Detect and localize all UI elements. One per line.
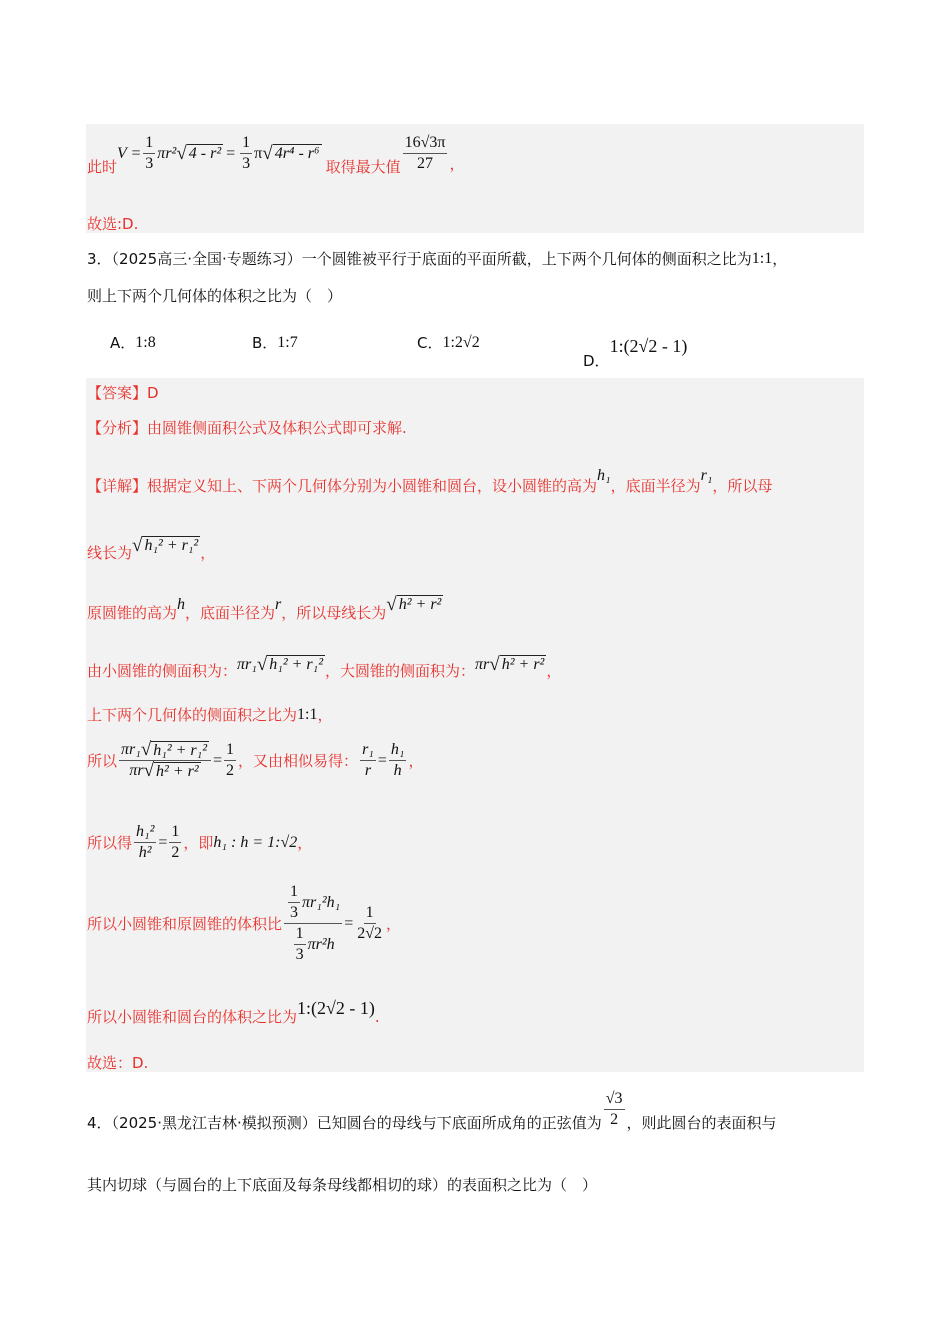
den: 2: [171, 844, 180, 861]
num: 16√3π: [403, 133, 448, 154]
text: 线长为: [87, 544, 133, 562]
text: ，: [449, 155, 465, 173]
answer-text: 【答案】D: [87, 384, 159, 402]
math: h: [177, 595, 186, 613]
text: 所以小圆锥和原圆锥的体积比: [87, 915, 283, 933]
pi: π: [254, 144, 263, 162]
tag: 【详解】: [87, 477, 148, 495]
math: πr₁: [237, 655, 257, 673]
choose-text: 故选：D.: [87, 1054, 149, 1072]
den: 2√2: [357, 925, 382, 942]
text: ，大圆锥的侧面积为：: [325, 662, 476, 680]
num: 1: [240, 133, 252, 154]
detail-line7: 所以得 $\frac{\text{h₁²}}{\text{h²}}$ = $\frac{1}{2}$ ，即 h₁ : h = 1:√2 ，: [87, 823, 313, 861]
text: ，所以母: [712, 477, 773, 495]
text: ，底面半径为: [610, 477, 701, 495]
volume-max-line: [87, 130, 464, 177]
text: ，又由相似易得：: [238, 752, 359, 770]
max-value-fraction: [403, 133, 448, 174]
text: ，即: [183, 834, 214, 852]
option-a[interactable]: [110, 332, 156, 353]
den: 27: [417, 155, 434, 172]
num: 1: [224, 740, 236, 761]
num: 1: [143, 133, 155, 154]
math: 1:1: [297, 705, 318, 723]
tag: 【分析】: [87, 419, 148, 437]
radicand: h² + r²: [156, 762, 199, 780]
text: 根据定义知上、下两个几何体分别为小圆锥和圆台，设小圆锥的高为: [147, 477, 598, 495]
analysis-line: [87, 417, 407, 438]
math: r: [275, 595, 282, 613]
math: πr √ h² + r²: [475, 653, 545, 675]
num: 1: [364, 903, 376, 924]
den: h: [393, 762, 402, 779]
text: ，: [772, 250, 788, 268]
detail-line8: 所以小圆锥和原圆锥的体积比 $\frac{1}{3}$ πr₁²h₁ $\frac{1}{3}$ πr²h = $\frac{1}{2√2}$ ，: [87, 883, 402, 963]
fraction: [169, 822, 181, 863]
den: 2: [610, 1111, 619, 1128]
label: D．: [583, 352, 610, 370]
sqrt: √ 4 - r²: [176, 142, 222, 164]
text: 此时: [87, 158, 118, 176]
math: πr₁²h₁: [302, 893, 341, 911]
sqrt: √ h₁² + r₁²: [132, 534, 199, 556]
text: 3．（2025高三·全国·专题练习）一个圆锥被平行于底面的平面所截，上下两个几何体的侧面积之比为: [87, 250, 752, 268]
math: h₁ : h = 1:√2: [213, 833, 298, 851]
question-4-line1: [87, 1086, 777, 1133]
math: r₁: [700, 466, 713, 484]
option-b[interactable]: [252, 332, 298, 353]
text: 取得最大值: [325, 158, 401, 176]
math-term: πr²: [157, 144, 177, 162]
text: ，则此圆台的表面积与: [626, 1114, 777, 1132]
text: ，: [200, 544, 216, 562]
sqrt: √ h² + r²: [386, 593, 442, 615]
detail-line1: [87, 455, 772, 496]
equals: =: [226, 144, 236, 162]
fraction: [240, 133, 252, 174]
math-v: V =: [117, 144, 142, 162]
math: πr: [475, 655, 490, 673]
sqrt: √ 4r⁴ - r⁶: [262, 142, 320, 164]
text: 所以: [87, 752, 118, 770]
answer-text: 故选:D.: [87, 215, 139, 233]
text: ，所以母线长为: [281, 604, 387, 622]
fraction: [389, 740, 407, 781]
value: 1:7: [277, 333, 298, 351]
den: 3: [145, 155, 154, 172]
num: h₁²: [134, 822, 156, 843]
radicand: h₁² + r₁²: [144, 537, 199, 554]
text: 所以得: [87, 834, 133, 852]
detail-line3: [87, 586, 443, 623]
text: 原圆锥的高为: [87, 604, 178, 622]
fraction: [360, 740, 376, 781]
text: .: [374, 1007, 380, 1026]
text: ，: [297, 834, 313, 852]
text: 4．（2025·黑龙江吉林·模拟预测）已知圆台的母线与下底面所成角的正弦值为: [87, 1114, 602, 1132]
math: h₁: [597, 466, 611, 484]
num: √3: [604, 1089, 625, 1110]
detail-line4: [87, 648, 561, 681]
math: 1:1: [751, 249, 773, 267]
text: 所以小圆锥和圆台的体积之比为: [87, 1008, 298, 1026]
value: 1:(2√2 - 1): [609, 336, 688, 356]
fraction: πr₁ √ h₁² + r₁² πr √ h² + r²: [119, 740, 211, 781]
text: ，底面半径为: [185, 604, 276, 622]
den: 3: [242, 155, 251, 172]
value: 1:8: [135, 333, 156, 351]
radicand: h₁² + r₁²: [269, 656, 324, 673]
detail-line2: [87, 528, 215, 563]
label: C．: [417, 334, 443, 352]
math: πr₁: [121, 741, 141, 758]
text: 上下两个几何体的侧面积之比为: [87, 706, 298, 724]
detail-line9: [87, 990, 380, 1027]
question-3-line2: 则上下两个几何体的体积之比为（ ）: [87, 287, 343, 305]
option-d[interactable]: [583, 332, 687, 371]
question-3-line1: [87, 248, 787, 269]
fraction: [224, 740, 236, 781]
label: B．: [252, 334, 278, 352]
fraction: [604, 1089, 625, 1130]
math: πr₁ √ h₁² + r₁²: [237, 653, 324, 675]
text: ，: [546, 662, 562, 680]
text: ，: [317, 706, 333, 724]
radicand: h₁² + r₁²: [153, 741, 208, 759]
fraction: [355, 903, 384, 944]
text: ，: [408, 752, 424, 770]
volume-formula: [117, 133, 322, 174]
radicand: 4 - r²: [188, 145, 222, 162]
num: 1: [169, 822, 181, 843]
fraction: $\frac{1}{3}$ πr₁²h₁ $\frac{1}{3}$ πr²h: [284, 882, 342, 965]
den: 2: [226, 762, 235, 779]
detail-line5: [87, 704, 332, 725]
num: r₁: [360, 740, 376, 761]
text: 由圆锥侧面积公式及体积公式即可求解.: [147, 419, 407, 437]
fraction: [143, 133, 155, 174]
fraction: [134, 822, 156, 863]
value: 1:2√2: [442, 333, 480, 351]
radicand: 4r⁴ - r⁶: [274, 145, 320, 162]
den: h²: [138, 844, 152, 861]
radicand: h² + r²: [398, 596, 442, 613]
num: h₁: [389, 740, 407, 761]
question-4-line2: 其内切球（与圆台的上下底面及每条母线都相切的球）的表面积之比为（ ）: [87, 1176, 598, 1194]
den: r: [364, 762, 372, 779]
math: 1:(2√2 - 1): [297, 998, 375, 1018]
radicand: h² + r²: [501, 656, 545, 673]
math: πr: [129, 762, 144, 779]
label: A．: [110, 334, 136, 352]
option-c[interactable]: [417, 332, 480, 353]
detail-line6: 所以 πr₁ √ h₁² + r₁² πr √ h² + r² = $\frac{1}{2}$ ，又由相似易得： $\frac{\text{r₁}}{r}$ = $\frac{\text{h₁}}{h}$ ，: [87, 739, 424, 781]
math: πr²h: [307, 935, 335, 953]
text: 由小圆锥的侧面积为：: [87, 662, 238, 680]
text: ，: [386, 915, 402, 933]
